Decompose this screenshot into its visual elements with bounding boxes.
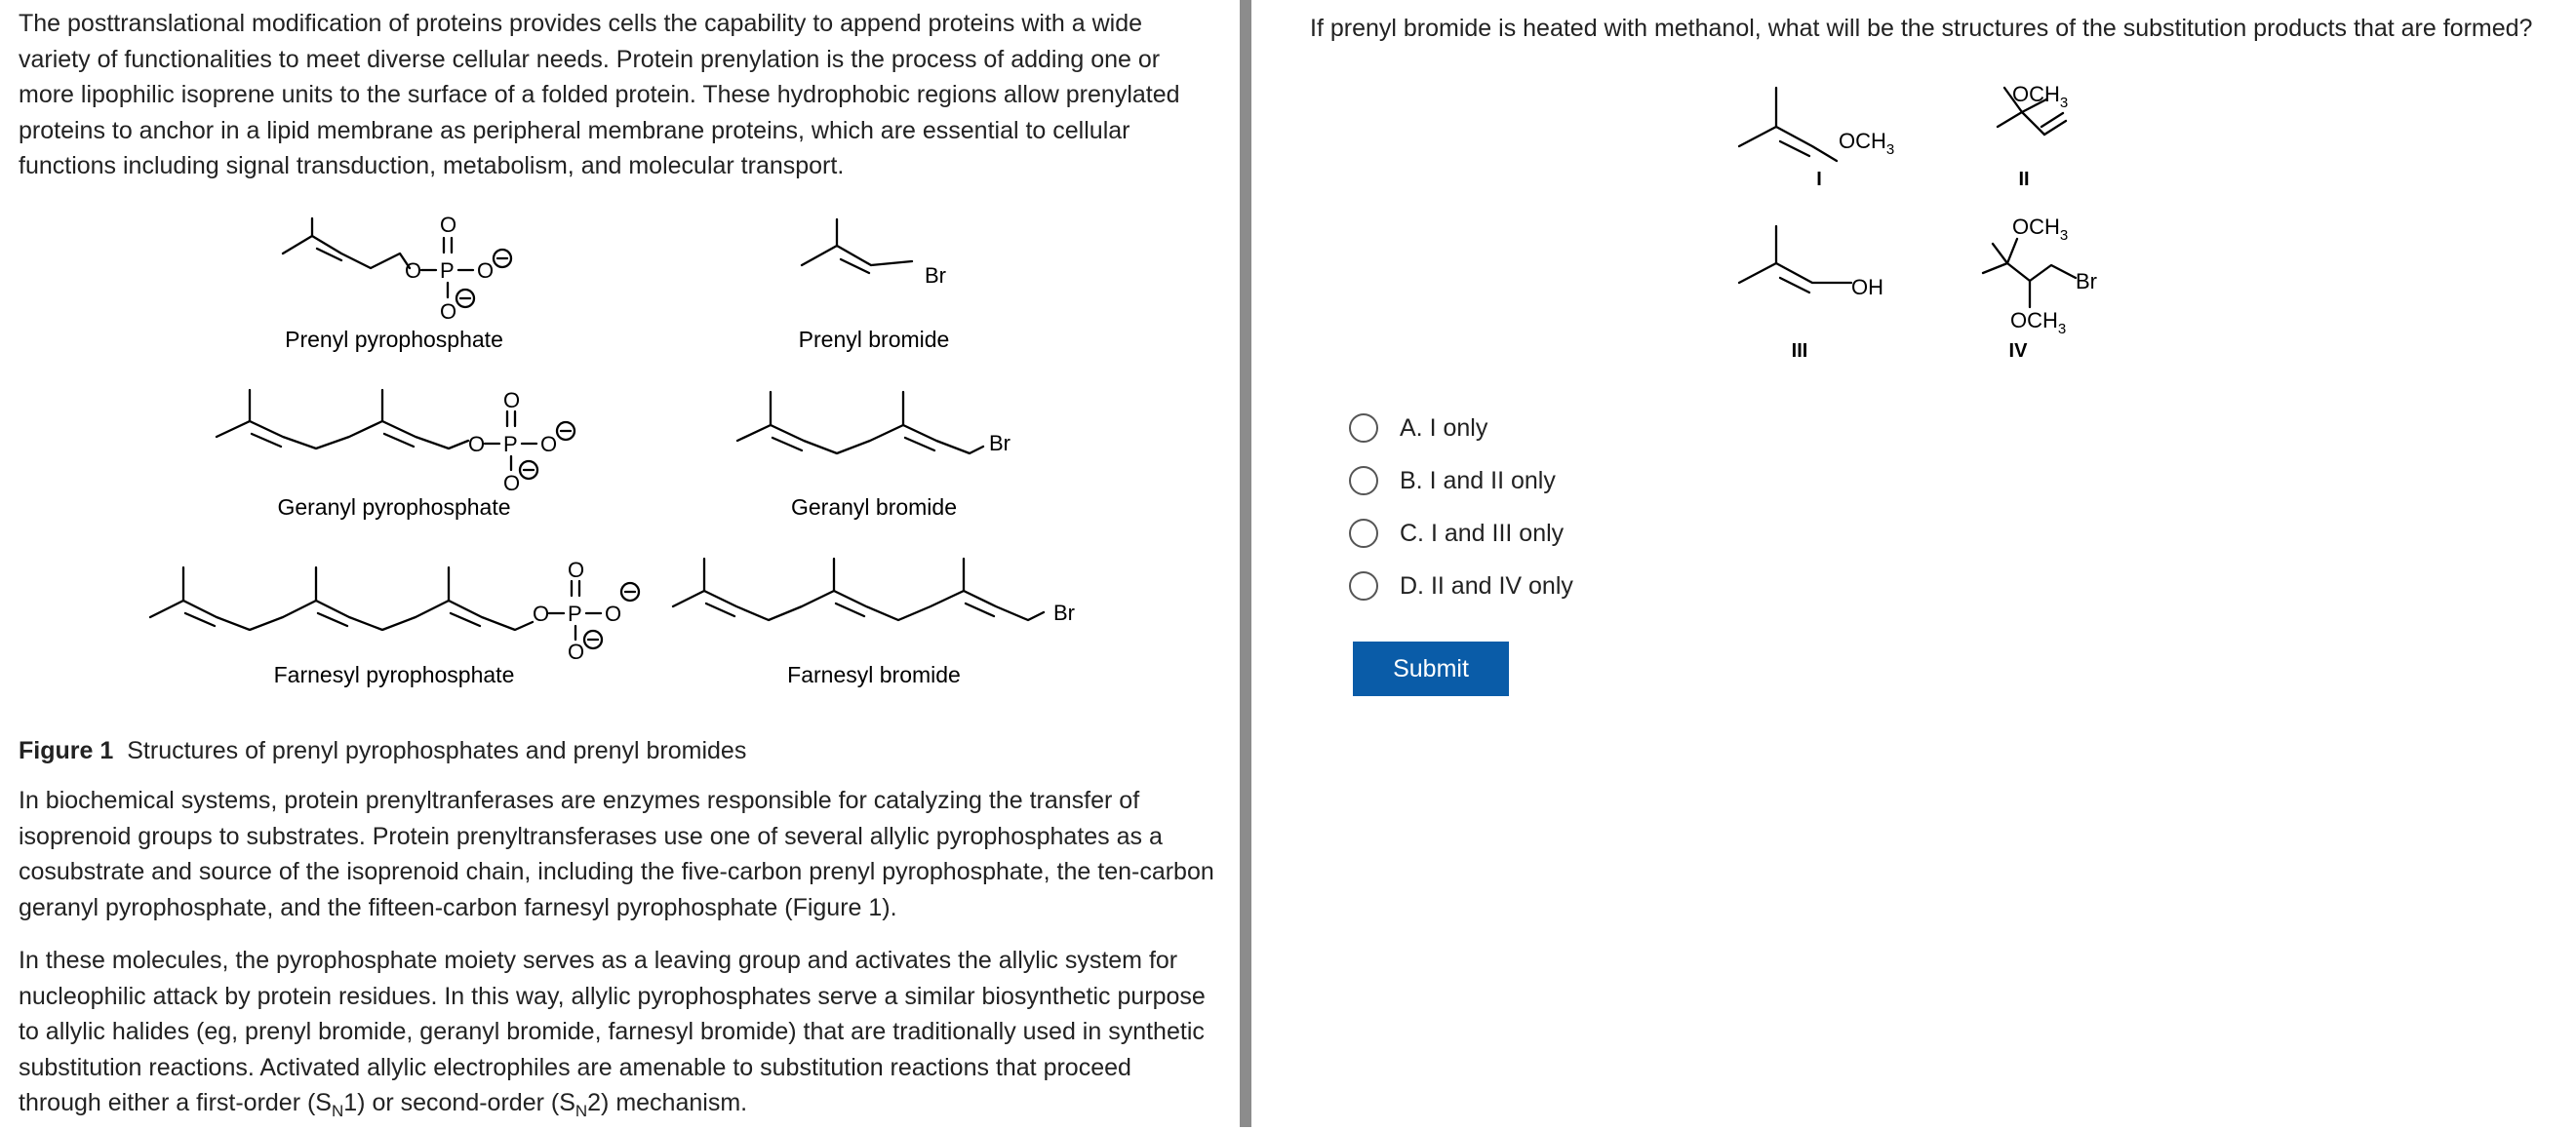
svg-text:OCH3: $OCH_3$	[1839, 129, 1895, 158]
svg-text:O: O	[533, 602, 550, 626]
label-geranyl-pyrophosphate: Geranyl pyrophosphate	[277, 494, 511, 520]
svg-text:O: O	[405, 258, 422, 283]
farnesyl-bromide-structure	[673, 559, 1075, 687]
question-panel	[1251, 0, 2576, 1127]
structure-IV	[1983, 214, 2097, 362]
svg-text:O: O	[568, 640, 585, 664]
svg-text:Br: Br	[989, 431, 1011, 455]
svg-text:O: O	[440, 213, 457, 237]
passage-panel	[0, 0, 1237, 1127]
passage-paragraph-1: The posttranslational modification of proteins provides cells the capability to append proteins with a wide variety of functionalities to meet diverse cellular needs. Protein prenylation is the process of adding one or more lipophilic isoprene units to the surface of a folded protein. These hydrophobic regions allow prenylated proteins to anchor in a lipid membrane as peripheral membrane proteins, which are essential to cellular functions including signal transduction, metabolism, and molecular transport.	[19, 10, 1180, 179]
label-prenyl-pyrophosphate: Prenyl pyrophosphate	[285, 327, 503, 352]
svg-text:IV: IV	[2008, 340, 2028, 362]
svg-text:O: O	[440, 299, 457, 324]
figure-caption	[19, 733, 746, 768]
label-prenyl-bromide: Prenyl bromide	[798, 327, 950, 352]
svg-text:II: II	[2018, 169, 2030, 190]
svg-text:O: O	[503, 388, 521, 412]
panel-divider[interactable]	[1240, 0, 1251, 1127]
svg-text:O: O	[605, 602, 622, 626]
choice-a-radio[interactable]	[1349, 413, 1378, 443]
svg-text:III: III	[1791, 340, 1808, 362]
choice-b-radio[interactable]	[1349, 466, 1378, 495]
svg-text:O: O	[468, 432, 486, 456]
structure-III	[1739, 226, 1883, 362]
figure-caption-text: Structures of prenyl pyrophosphates and prenyl bromides	[127, 737, 747, 764]
answer-choices	[1349, 402, 1573, 612]
prenyl-bromide-structure	[799, 219, 950, 352]
choice-a[interactable]: A. I only	[1349, 402, 1573, 454]
svg-text:Br: Br	[1053, 601, 1075, 625]
answer-structures	[1720, 58, 2402, 390]
figure-1-structures	[0, 0, 1237, 702]
structure-I	[1739, 88, 1894, 190]
svg-text:Br: Br	[2076, 269, 2097, 293]
svg-text:P: P	[568, 602, 582, 626]
choice-d-radio[interactable]	[1349, 571, 1378, 601]
submit-button[interactable]: Submit	[1353, 642, 1509, 696]
prenyl-pyrophosphate-structure	[283, 213, 511, 352]
choice-c[interactable]: C. I and III only	[1349, 507, 1573, 560]
svg-text:P: P	[440, 258, 455, 283]
choice-d[interactable]: D. II and IV only	[1349, 560, 1573, 612]
farnesyl-pyrophosphate-structure	[150, 558, 639, 687]
label-geranyl-bromide: Geranyl bromide	[790, 494, 958, 520]
passage-paragraph-3: In these molecules, the pyrophosphate moiety serves as a leaving group and activates the allylic system for nucleophilic attack by protein residues. In this way, allylic pyrophosphates serve a similar biosynthetic purpose to allylic halides (eg, prenyl bromide, geranyl bromide, farnesyl bromide) that are traditionally used in synthetic substitution reactions. Activated allylic electrophiles are amenable to substitution reactions that proceed through either a first-order $(S_N1)$ or second-order $(S_N2)$ mechanism.	[19, 947, 1206, 1120]
label-farnesyl-pyrophosphate: Farnesyl pyrophosphate	[273, 662, 515, 687]
svg-text:OCH3: $OCH_3$	[2012, 82, 2069, 111]
geranyl-bromide-structure	[737, 392, 1011, 520]
question-text: If prenyl bromide is heated with methanol, what will be the structures of the substitution products that are formed?	[1310, 15, 2533, 42]
choice-c-radio[interactable]	[1349, 519, 1378, 548]
svg-text:O: O	[477, 258, 495, 283]
svg-text:P: P	[503, 432, 518, 456]
figure-caption-label: Figure 1	[19, 737, 114, 764]
svg-text:Br: Br	[925, 263, 946, 288]
svg-text:O: O	[540, 432, 558, 456]
choice-b[interactable]: B. I and II only	[1349, 454, 1573, 507]
structure-II	[1998, 82, 2068, 190]
svg-text:OCH3: $OCH_3$	[2012, 214, 2069, 244]
svg-text:OH: OH	[1851, 275, 1883, 299]
svg-text:O: O	[503, 471, 521, 495]
geranyl-pyrophosphate-structure	[217, 388, 575, 520]
passage-paragraph-2: In biochemical systems, protein prenyltranferases are enzymes responsible for catalyzing the transfer of isoprenoid groups to substrates. Protein prenyltransferases use one of several allylic pyrophosphates as a cosubstrate and source of the isoprenoid chain, including the five-carbon prenyl pyrophosphate, the ten-carbon geranyl pyrophosphate, and the fifteen-carbon farnesyl pyrophosphate (Figure 1).	[19, 787, 1214, 921]
label-farnesyl-bromide: Farnesyl bromide	[787, 662, 961, 687]
svg-text:OCH3: $OCH_3$	[2010, 308, 2067, 337]
svg-text:O: O	[568, 558, 585, 582]
svg-text:I: I	[1816, 169, 1822, 190]
